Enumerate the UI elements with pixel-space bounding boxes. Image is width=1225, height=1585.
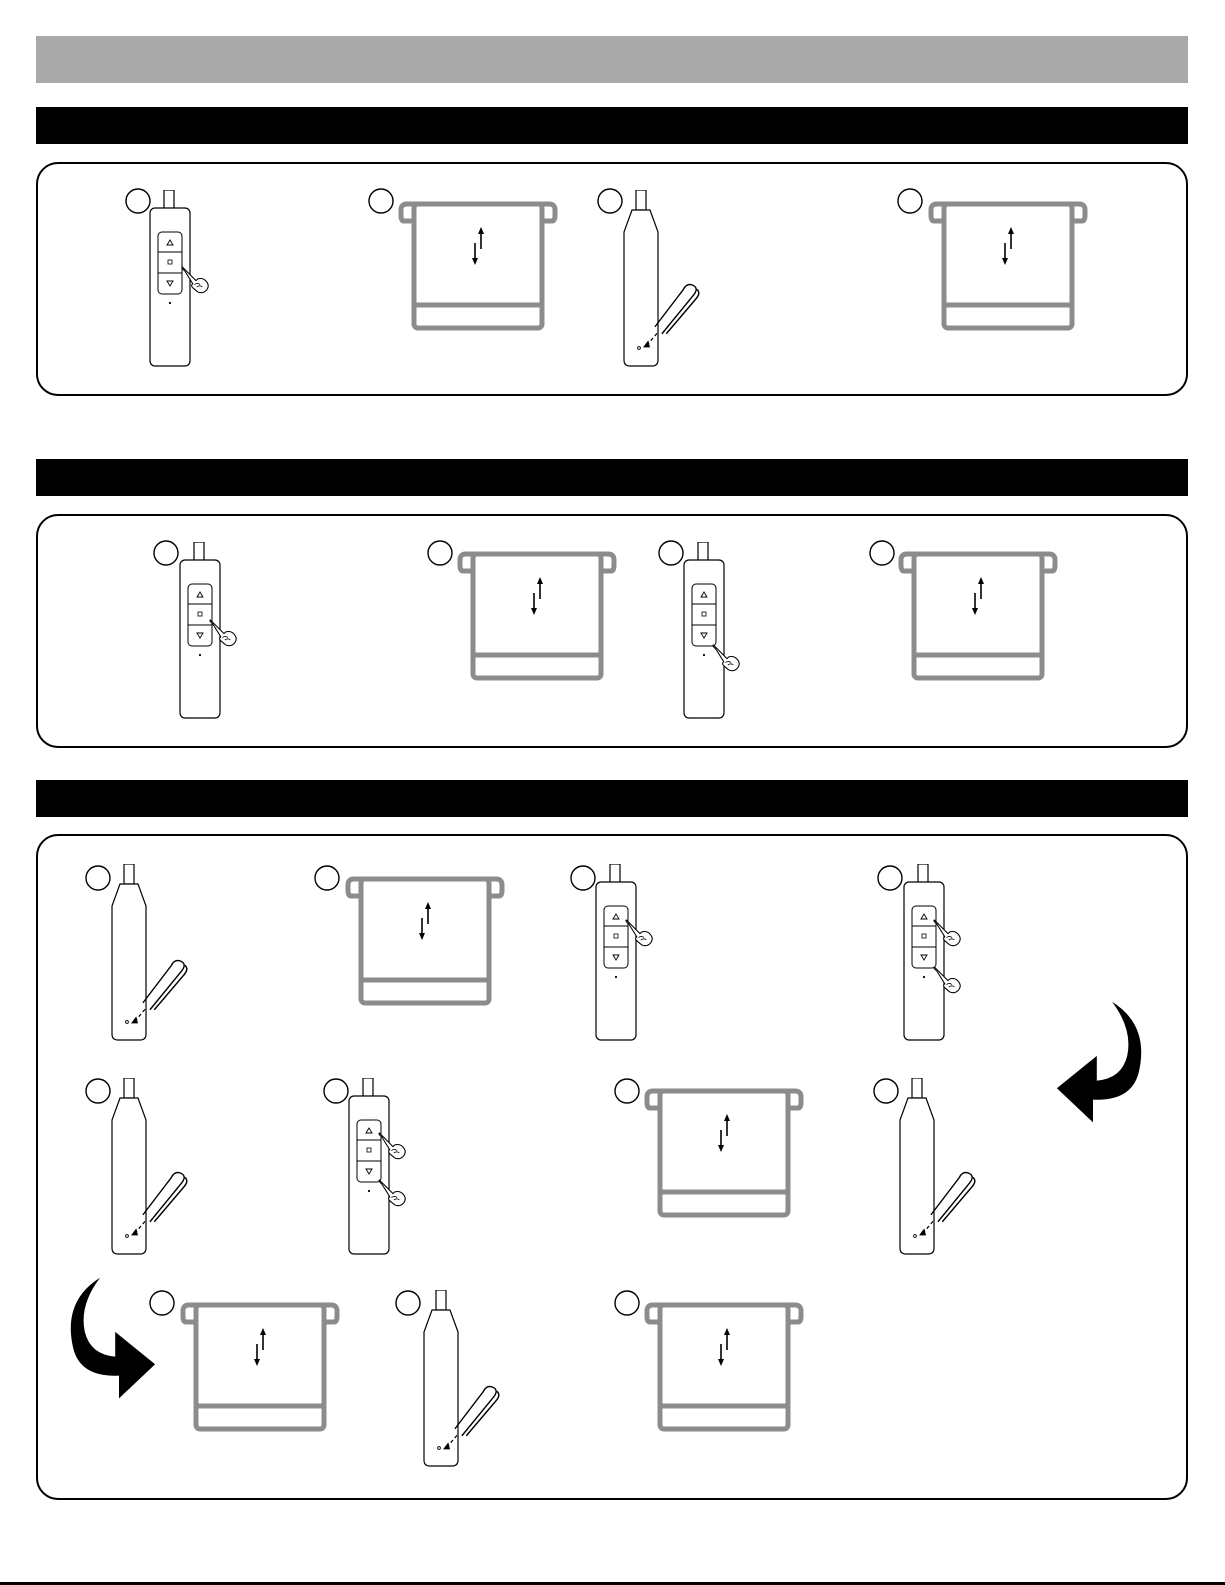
window-shade-icon [898,545,1058,685]
window-shade-icon [644,1082,804,1222]
paperclip-reset-pin-icon [636,282,706,362]
pointing-finger-icon [208,615,240,649]
remote-control-icon [896,864,956,1044]
window-shade-icon [928,195,1088,335]
window-shade-icon [398,195,558,335]
paperclip-reset-pin-icon [124,958,194,1038]
step-circle [898,189,922,213]
window-shade-icon [457,545,617,685]
pointing-finger-icon [932,962,964,996]
window-shade-icon [644,1296,804,1436]
pointing-finger-icon [711,640,743,674]
pointing-finger-icon [932,915,964,949]
window-shade-icon [180,1296,340,1436]
window-shade-icon [345,870,505,1010]
pointing-finger-icon [624,915,656,949]
curved-arrow-icon [1055,996,1150,1131]
step-circle [615,1291,639,1315]
pointing-finger-icon [180,262,212,296]
step-circle [615,1079,639,1103]
paperclip-reset-pin-icon [912,1170,982,1250]
curved-arrow-icon [62,1272,157,1407]
paperclip-reset-pin-icon [124,1170,194,1250]
remote-control-icon [676,542,736,722]
remote-control-icon [341,1078,401,1258]
remote-control-icon [588,864,648,1044]
pointing-finger-icon [377,1175,409,1209]
step-circle [428,541,452,565]
step-circle [369,189,393,213]
step-circle [315,866,339,890]
step-circle [870,541,894,565]
pointing-finger-icon [377,1128,409,1162]
paperclip-reset-pin-icon [436,1384,506,1464]
